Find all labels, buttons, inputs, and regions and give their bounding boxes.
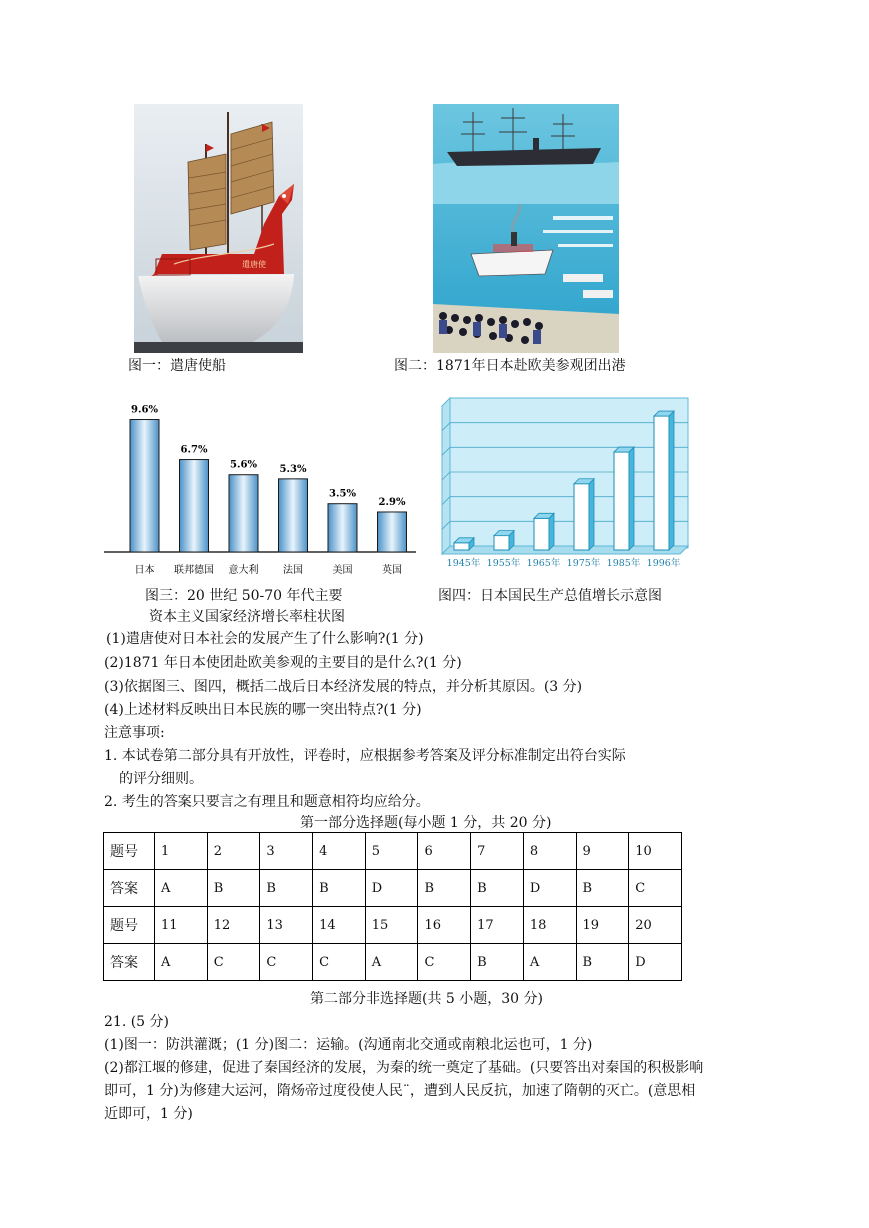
bar-2: [229, 475, 258, 552]
answer-table: [103, 832, 682, 981]
table-cell: A: [155, 870, 208, 907]
notes-item-2: 2. 考生的答案只要言之有理且和题意相符均应给分。: [104, 794, 430, 810]
figure-4-gnp-chart: [436, 392, 694, 570]
table-cell: A: [523, 944, 576, 981]
table-cell: B: [260, 870, 313, 907]
table-cell: C: [207, 944, 260, 981]
year-label-1: 1955年: [486, 558, 521, 569]
question-2: (2)1871 年日本使团赴欧美参观的主要目的是什么?(1 分): [104, 655, 462, 671]
bar-3: [279, 479, 308, 552]
data-label-5: 2.9%: [378, 496, 406, 508]
year-label-5: 1996年: [646, 558, 681, 569]
data-label-2: 5.6%: [230, 459, 257, 471]
table-cell: 8: [523, 833, 576, 870]
notes-item-1: 1. 本试卷第二部分具有开放性，评卷时，应根据参考答案及评分标准制定出符台实际: [104, 748, 626, 764]
data-label-0: 9.6%: [131, 404, 158, 416]
table-cell: D: [629, 944, 682, 981]
gnp-bar-side-3: [589, 479, 594, 550]
table-cell: C: [418, 944, 471, 981]
figure-3-caption-line2: 资本主义国家经济增长率柱状图: [149, 609, 345, 625]
q21-answer-1: (1)图一：防洪灌溉；(1 分)图二：运输。(沟通南北交通或南粮北运也可，1 分): [104, 1037, 593, 1053]
data-label-1: 6.7%: [180, 444, 208, 456]
gnp-bar-side-2: [549, 513, 554, 550]
data-label-4: 3.5%: [329, 488, 356, 500]
table-cell: B: [418, 870, 471, 907]
part-1-heading: 第一部分选择题(每小题 1 分，共 20 分): [300, 815, 552, 831]
table-cell: 14: [313, 907, 366, 944]
year-label-0: 1945年: [446, 558, 481, 569]
year-label-2: 1965年: [526, 558, 561, 569]
row-header-number: 题号: [104, 833, 155, 870]
table-cell: C: [313, 944, 366, 981]
year-label-4: 1985年: [606, 558, 641, 569]
table-cell: 4: [313, 833, 366, 870]
category-label-5: 英国: [382, 565, 402, 576]
table-cell: 12: [207, 907, 260, 944]
part-2-heading: 第二部分非选择题(共 5 小题，30 分): [310, 991, 543, 1007]
row-header-answer: 答案: [104, 944, 155, 981]
table-cell: 19: [576, 907, 629, 944]
figure-3-caption-line1: 图三：20 世纪 50-70 年代主要: [145, 588, 343, 604]
gnp-bar-5: [654, 416, 669, 550]
q21-title: 21. (5 分): [104, 1014, 169, 1030]
table-cell: 16: [418, 907, 471, 944]
category-label-2: 意大利: [228, 565, 259, 576]
table-cell: 17: [471, 907, 524, 944]
table-cell: 11: [155, 907, 208, 944]
question-4: (4)上述材料反映出日本民族的哪一突出特点?(1 分): [104, 702, 422, 718]
table-cell: A: [155, 944, 208, 981]
question-1: (1)遣唐使对日本社会的发展产生了什么影响?(1 分): [106, 631, 424, 647]
table-cell: 9: [576, 833, 629, 870]
question-3: (3)依据图三、图四，概括二战后日本经济发展的特点，并分析其原因。(3 分): [104, 679, 583, 695]
bar-4: [328, 504, 357, 552]
figure-1-junk-ship: [134, 104, 303, 353]
table-cell: 3: [260, 833, 313, 870]
notes-item-1-cont: 的评分细则。: [119, 771, 203, 787]
table-cell: 5: [365, 833, 418, 870]
table-cell: B: [576, 944, 629, 981]
gnp-bar-1: [494, 536, 509, 550]
q21-answer-2-line3: 近即可，1 分): [104, 1106, 193, 1122]
category-label-1: 联邦德国: [174, 565, 214, 576]
table-cell: 7: [471, 833, 524, 870]
figure-2-caption: 图二：1871年日本赴欧美参观团出港: [394, 358, 626, 374]
bar-1: [180, 460, 209, 552]
table-cell: B: [471, 944, 524, 981]
table-cell: B: [207, 870, 260, 907]
table-cell: 15: [365, 907, 418, 944]
table-cell: C: [629, 870, 682, 907]
table-cell: 2: [207, 833, 260, 870]
table-cell: D: [523, 870, 576, 907]
notes-title: 注意事项:: [104, 725, 165, 741]
table-row: [104, 833, 682, 870]
table-cell: B: [313, 870, 366, 907]
category-label-4: 美国: [332, 565, 353, 576]
year-label-3: 1975年: [566, 558, 601, 569]
table-cell: D: [365, 870, 418, 907]
gnp-bar-4: [614, 452, 629, 550]
ship-name-label: 遣唐使: [242, 260, 266, 269]
gnp-bar-2: [534, 518, 549, 550]
gnp-bar-0: [454, 543, 469, 550]
table-row: [104, 907, 682, 944]
table-cell: 6: [418, 833, 471, 870]
table-cell: C: [260, 944, 313, 981]
table-cell: 10: [629, 833, 682, 870]
table-cell: B: [471, 870, 524, 907]
chart4-floor: [442, 546, 688, 554]
category-label-0: 日本: [134, 565, 155, 576]
figure-1-caption: 图一：遣唐使船: [128, 358, 226, 374]
bar-0: [130, 420, 159, 552]
table-cell: 18: [523, 907, 576, 944]
chart4-background: [450, 398, 688, 548]
q21-answer-2-line1: (2)都江堰的修建，促进了秦国经济的发展，为秦的统一奠定了基础。(只要答出对秦国的积极影响: [104, 1060, 704, 1076]
gnp-bar-side-4: [629, 447, 634, 550]
gnp-bar-side-5: [669, 411, 674, 550]
table-cell: 20: [629, 907, 682, 944]
bar-5: [378, 512, 407, 552]
category-label-3: 法国: [283, 565, 303, 576]
figure-2-departure-painting: [433, 104, 619, 353]
table-cell: 1: [155, 833, 208, 870]
data-label-3: 5.3%: [279, 463, 307, 475]
gnp-bar-3: [574, 484, 589, 550]
figure-4-caption: 图四：日本国民生产总值增长示意图: [438, 588, 662, 604]
table-cell: 13: [260, 907, 313, 944]
table-cell: A: [365, 944, 418, 981]
table-row: [104, 944, 682, 981]
row-header-number: 题号: [104, 907, 155, 944]
figure-3-growth-rate-chart: [104, 388, 416, 582]
table-cell: B: [576, 870, 629, 907]
table-row: [104, 870, 682, 907]
row-header-answer: 答案: [104, 870, 155, 907]
q21-answer-2-line2: 即可，1 分)为修建大运河，隋炀帝过度役使人民¨，遭到人民反抗，加速了隋朝的灭亡。(意思相: [104, 1083, 696, 1099]
